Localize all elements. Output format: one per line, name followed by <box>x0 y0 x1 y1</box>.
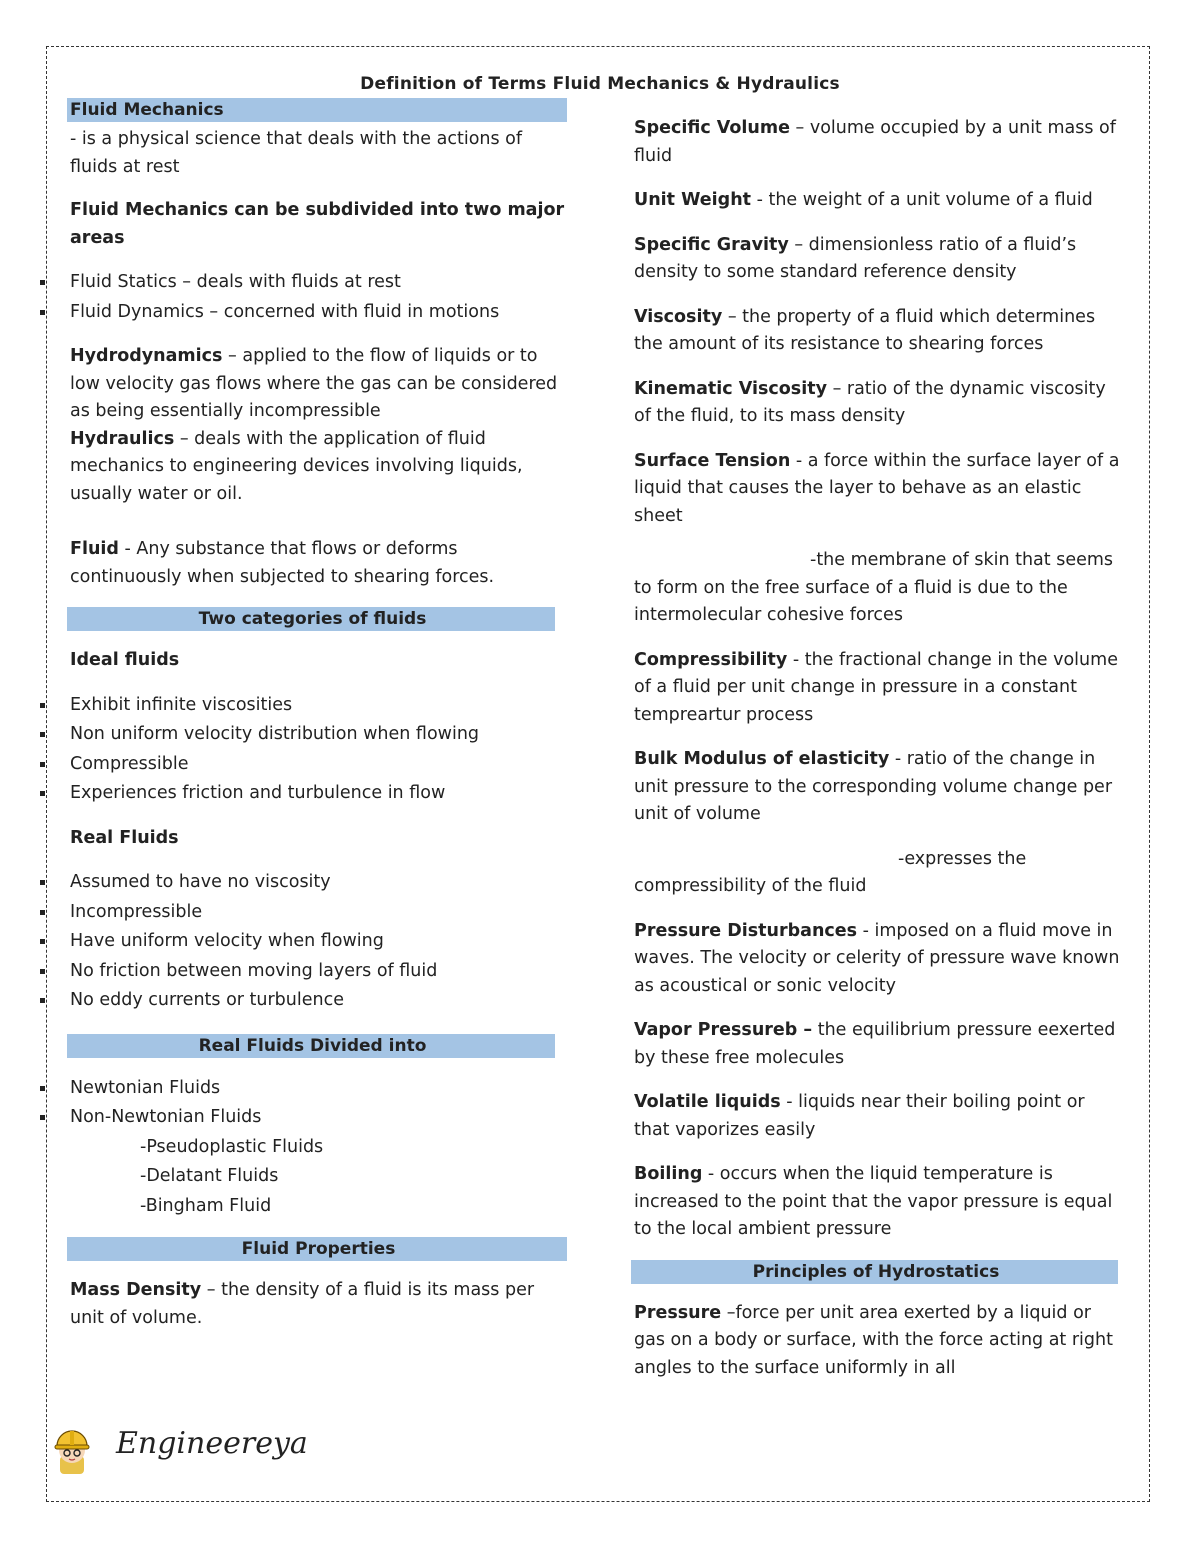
section-heading-fluid-mechanics: Fluid Mechanics <box>67 98 567 122</box>
term: Vapor Pressureb – <box>634 1020 813 1040</box>
section-heading-real-fluids-divided: Real Fluids Divided into <box>67 1034 555 1058</box>
definition: – deals with the application of fluid mechanics to engineering devices involving liquids, usually water or oil. <box>70 428 523 504</box>
term: Boiling <box>634 1164 703 1184</box>
boiling-definition <box>634 1161 1124 1244</box>
definition: – dimensionless ratio of a fluid’s density to some standard reference density <box>634 234 1077 282</box>
definition: - a force within the surface layer of a liquid that causes the layer to behave as an elastic sheet <box>634 450 1120 526</box>
volatile-liquids-definition <box>634 1089 1124 1144</box>
real-fluids-list <box>0 868 570 1016</box>
surface-tension-continued: -the membrane of skin that seems to form on the free surface of a fluid is due to the intermolecular cohesive forces <box>634 550 1114 625</box>
hydrodynamics-definition <box>70 343 570 426</box>
list-item: Non uniform velocity distribution when flowing <box>0 720 570 750</box>
signature-logo: Engineereya <box>116 1426 308 1461</box>
bulk-modulus-definition <box>634 746 1124 829</box>
definition: - imposed on a fluid move in waves. The velocity or celerity of pressure wave known as acoustical or sonic velocity <box>634 920 1120 996</box>
definition: - ratio of the change in unit pressure to the corresponding volume change per unit of volume <box>634 749 1113 824</box>
bulk-modulus-continued: -expresses the compressibility of the fluid <box>634 848 1027 896</box>
definition: - the weight of a unit volume of a fluid <box>751 190 1093 210</box>
definition: – the property of a fluid which determines the amount of its resistance to shearing forces <box>634 306 1096 354</box>
non-newtonian-sublist <box>70 1133 570 1222</box>
kinematic-viscosity-definition <box>634 376 1124 431</box>
vapor-pressure-definition <box>634 1017 1124 1072</box>
term: Hydraulics <box>70 428 175 449</box>
list-item: Newtonian Fluids <box>0 1074 570 1104</box>
term: Surface Tension <box>634 450 791 471</box>
sub-item: -Delatant Fluids <box>140 1166 279 1186</box>
subdivided-list <box>0 268 570 327</box>
term: Compressibility <box>634 649 788 670</box>
term: Specific Gravity <box>634 234 789 255</box>
term: Kinematic Viscosity <box>634 378 827 399</box>
list-item: Fluid Dynamics – concerned with fluid in motions <box>0 298 570 328</box>
list-item: Experiences friction and turbulence in flow <box>0 779 570 809</box>
definition: the equilibrium pressure eexerted by these free molecules <box>634 1020 1116 1068</box>
fluid-definition <box>70 536 570 591</box>
list-item: No friction between moving layers of fluid <box>0 957 570 987</box>
section-heading-hydrostatics: Principles of Hydrostatics <box>631 1260 1118 1284</box>
term: Specific Volume <box>634 118 790 138</box>
definition: – ratio of the dynamic viscosity of the fluid, to its mass density <box>634 378 1106 426</box>
term: Volatile liquids <box>634 1092 781 1112</box>
viscosity-definition <box>634 304 1124 359</box>
list-item: Exhibit infinite viscosities <box>0 691 570 721</box>
list-item: No eddy currents or turbulence <box>0 986 570 1016</box>
list-item: Non-Newtonian Fluids <box>0 1103 570 1133</box>
term: Hydrodynamics <box>70 346 223 366</box>
definition: – volume occupied by a unit mass of fluid <box>634 118 1116 166</box>
hydraulics-definition <box>70 426 570 509</box>
term: Fluid <box>70 539 119 559</box>
list-item: Fluid Statics – deals with fluids at rest <box>0 268 570 298</box>
list-item: Incompressible <box>0 898 570 928</box>
definition: - liquids near their boiling point or that vaporizes easily <box>634 1092 1085 1140</box>
term: Unit Weight <box>634 190 752 210</box>
page-title: Definition of Terms Fluid Mechanics & Hydraulics <box>360 74 840 94</box>
pressure-disturbances-definition <box>634 918 1124 1001</box>
engineer-mascot-icon <box>48 1420 96 1476</box>
ideal-fluids-list <box>0 691 570 809</box>
term: Bulk Modulus of elasticity <box>634 749 890 769</box>
compressibility-definition <box>634 647 1124 730</box>
mass-density-definition <box>70 1277 570 1332</box>
definition: – applied to the flow of liquids or to low velocity gas flows where the gas can be considered as being essentially incompressible <box>70 346 558 421</box>
section-heading-fluid-properties: Fluid Properties <box>67 1237 567 1261</box>
term: Mass Density <box>70 1280 202 1300</box>
list-item: Have uniform velocity when flowing <box>0 927 570 957</box>
fluid-mechanics-definition: - is a physical science that deals with the actions of fluids at rest <box>70 129 523 177</box>
term: Viscosity <box>634 306 723 327</box>
specific-volume-definition <box>634 115 1124 170</box>
sub-item: -Pseudoplastic Fluids <box>140 1136 324 1157</box>
pressure-definition <box>634 1300 1124 1383</box>
term: Pressure <box>634 1302 722 1323</box>
definition: - Any substance that flows or deforms continuously when subjected to shearing forces. <box>70 539 495 587</box>
list-item: Assumed to have no viscosity <box>0 868 570 898</box>
real-fluids-divided-list <box>0 1074 570 1133</box>
section-heading-categories: Two categories of fluids <box>67 607 555 631</box>
specific-gravity-definition <box>634 232 1124 287</box>
real-fluids-heading: Real Fluids <box>70 827 179 848</box>
surface-tension-definition <box>634 448 1124 531</box>
sub-item: -Bingham Fluid <box>140 1195 272 1216</box>
unit-weight-definition <box>634 187 1124 215</box>
left-column <box>70 98 570 1332</box>
ideal-fluids-heading: Ideal fluids <box>70 650 180 670</box>
definition: - occurs when the liquid temperature is increased to the point that the vapor pressure is equal to the local ambient pressure <box>634 1164 1113 1239</box>
subdivided-heading: Fluid Mechanics can be subdivided into two major areas <box>70 200 565 248</box>
list-item: Compressible <box>0 750 570 780</box>
definition: - the fractional change in the volume of a fluid per unit change in pressure in a constant tempreartur process <box>634 649 1118 725</box>
term: Pressure Disturbances <box>634 920 858 941</box>
right-column <box>634 115 1124 1382</box>
definition: –force per unit area exerted by a liquid or gas on a body or surface, with the force acting at right angles to the surface uniformly in all <box>634 1302 1113 1378</box>
definition: – the density of a fluid is its mass per unit of volume. <box>70 1280 535 1328</box>
